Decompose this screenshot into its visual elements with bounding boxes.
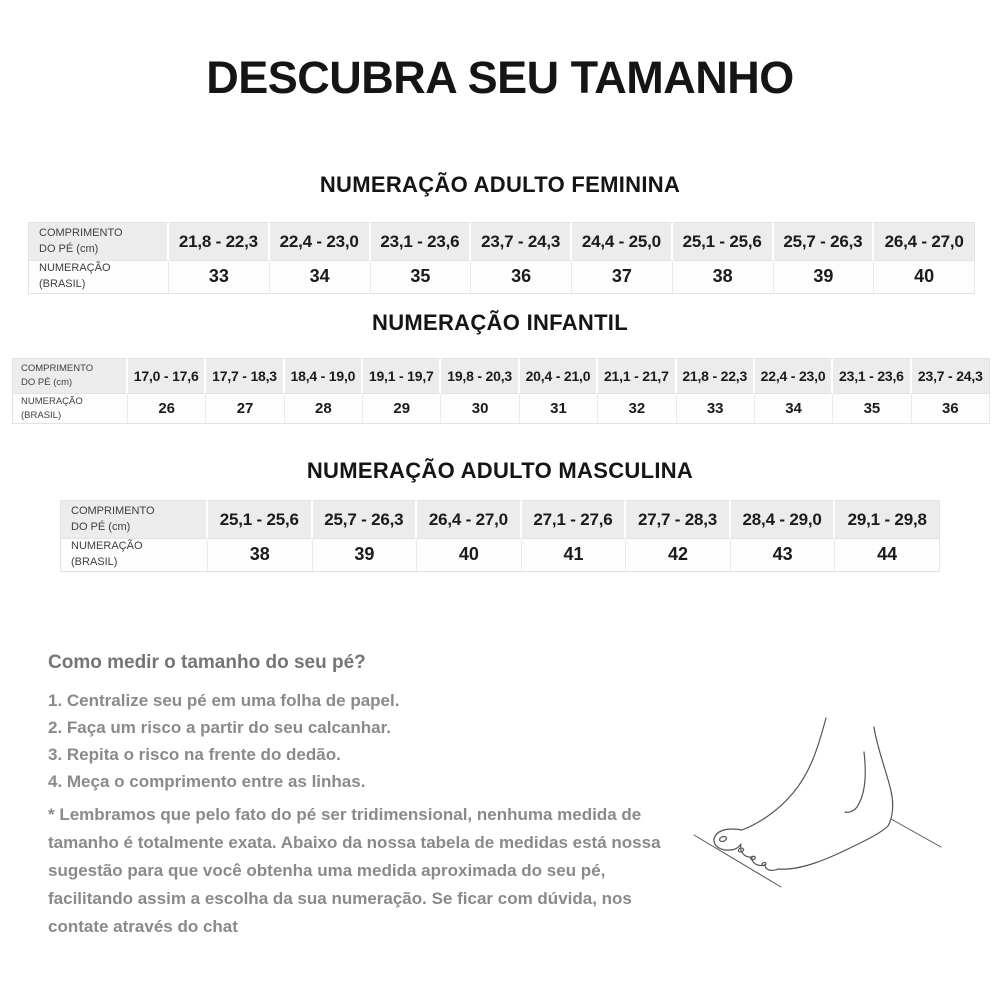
- size-number-cell: 28: [285, 394, 363, 424]
- howto-step: 4. Meça o comprimento entre as linhas.: [48, 772, 366, 791]
- length-label-line2: DO PÉ (cm): [21, 377, 73, 388]
- size-number-cell: 41: [522, 539, 627, 572]
- size-number-cell: 34: [270, 261, 371, 294]
- size-label: [28, 261, 169, 294]
- size-table-adulto-feminina: [28, 222, 975, 294]
- length-row: [60, 500, 940, 539]
- size-number-cell: 33: [169, 261, 270, 294]
- size-number-cell: 29: [363, 394, 441, 424]
- size-number-cell: 30: [441, 394, 519, 424]
- size-row: [60, 539, 940, 572]
- size-label-line2: (BRASIL): [39, 277, 86, 290]
- length-label: [60, 500, 208, 539]
- size-number-cell: 38: [208, 539, 313, 572]
- howto-heading: Como medir o tamanho do seu pé?: [48, 652, 366, 673]
- size-number-cell: 36: [912, 394, 990, 424]
- length-range-cell: 27,7 - 28,3: [626, 500, 731, 539]
- page-title: DESCUBRA SEU TAMANHO: [206, 52, 794, 103]
- ankle-line: [845, 752, 865, 812]
- length-range-cell: 23,7 - 24,3: [912, 358, 990, 394]
- size-label-line1: NUMERAÇÃO: [21, 395, 83, 407]
- length-range-cell: 21,8 - 22,3: [169, 222, 270, 261]
- length-range-cell: 26,4 - 27,0: [874, 222, 975, 261]
- toenail-big: [719, 836, 727, 843]
- foot-outline: [714, 718, 893, 870]
- length-range-cell: 25,7 - 26,3: [313, 500, 418, 539]
- size-label-line2: (BRASIL): [21, 409, 62, 421]
- toenail-4: [762, 862, 767, 866]
- length-label-line1: COMPRIMENTO: [39, 226, 123, 239]
- size-number-cell: 42: [626, 539, 731, 572]
- length-range-cell: 19,1 - 19,7: [363, 358, 441, 394]
- size-label-line2: (BRASIL): [71, 555, 118, 568]
- length-range-cell: 26,4 - 27,0: [417, 500, 522, 539]
- length-range-cell: 18,4 - 19,0: [285, 358, 363, 394]
- howto-step: 2. Faça um risco a partir do seu calcanhar.: [48, 718, 391, 737]
- length-range-cell: 29,1 - 29,8: [835, 500, 940, 539]
- size-number-cell: 37: [572, 261, 673, 294]
- size-row: [12, 394, 990, 424]
- length-range-cell: 22,4 - 23,0: [755, 358, 833, 394]
- size-number-cell: 39: [313, 539, 418, 572]
- length-range-cell: 25,1 - 25,6: [208, 500, 313, 539]
- toenail-3: [750, 856, 756, 861]
- howto-step: 3. Repita o risco na frente do dedão.: [48, 745, 341, 764]
- length-label-line2: DO PÉ (cm): [39, 242, 99, 255]
- foot-measurement-illustration: [660, 680, 1000, 940]
- length-range-cell: 27,1 - 27,6: [522, 500, 627, 539]
- length-range-cell: 23,1 - 23,6: [371, 222, 472, 261]
- length-range-cell: 25,7 - 26,3: [774, 222, 875, 261]
- size-label: [12, 394, 128, 424]
- size-number-cell: 27: [206, 394, 284, 424]
- length-range-cell: 22,4 - 23,0: [270, 222, 371, 261]
- length-range-cell: 23,1 - 23,6: [833, 358, 911, 394]
- length-label: [12, 358, 128, 394]
- size-table-adulto-masculina: [60, 500, 940, 572]
- size-label: [60, 539, 208, 572]
- length-range-cell: 21,8 - 22,3: [677, 358, 755, 394]
- size-number-cell: 33: [677, 394, 755, 424]
- size-label-line1: NUMERAÇÃO: [39, 262, 111, 274]
- size-number-cell: 40: [417, 539, 522, 572]
- length-row: [12, 358, 990, 394]
- heel-measure-line: [891, 819, 941, 847]
- section-heading-adulto-feminina: NUMERAÇÃO ADULTO FEMININA: [319, 172, 681, 197]
- length-range-cell: 19,8 - 20,3: [441, 358, 519, 394]
- size-number-cell: 40: [874, 261, 975, 294]
- length-range-cell: 23,7 - 24,3: [471, 222, 572, 261]
- size-number-cell: 32: [598, 394, 676, 424]
- size-number-cell: 44: [835, 539, 940, 572]
- section-heading-infantil: NUMERAÇÃO INFANTIL: [372, 310, 628, 335]
- length-range-cell: 24,4 - 25,0: [572, 222, 673, 261]
- size-number-cell: 31: [520, 394, 598, 424]
- measurement-note: * Lembramos que pelo fato do pé ser tridimensional, nenhuma medida de tamanho é totalmente exata. Abaixo da nossa tabela de medidas está nossa sugestão para que você obtenha uma medida aproximada do seu pé, facilitando assim a escolha da sua numeração. Se ficar com dúvida, nos contate através do chat: [48, 805, 661, 936]
- size-number-cell: 36: [471, 261, 572, 294]
- size-number-cell: 26: [128, 394, 206, 424]
- size-number-cell: 43: [731, 539, 836, 572]
- length-range-cell: 17,7 - 18,3: [206, 358, 284, 394]
- length-label-line2: DO PÉ (cm): [71, 520, 131, 533]
- size-table-infantil: [12, 358, 990, 424]
- length-range-cell: 20,4 - 21,0: [520, 358, 598, 394]
- size-number-cell: 35: [371, 261, 472, 294]
- size-number-cell: 38: [673, 261, 774, 294]
- length-range-cell: 21,1 - 21,7: [598, 358, 676, 394]
- howto-steps: [48, 687, 399, 795]
- size-number-cell: 34: [755, 394, 833, 424]
- length-label-line1: COMPRIMENTO: [21, 363, 94, 375]
- length-label-line1: COMPRIMENTO: [71, 504, 155, 517]
- size-number-cell: 35: [833, 394, 911, 424]
- toe-measure-line: [694, 835, 781, 887]
- length-range-cell: 25,1 - 25,6: [673, 222, 774, 261]
- size-label-line1: NUMERAÇÃO: [71, 540, 143, 552]
- section-heading-adulto-masculina: NUMERAÇÃO ADULTO MASCULINA: [306, 458, 694, 483]
- howto-step: 1. Centralize seu pé em uma folha de papel.: [48, 691, 400, 710]
- length-row: [28, 222, 975, 261]
- length-range-cell: 28,4 - 29,0: [731, 500, 836, 539]
- length-range-cell: 17,0 - 17,6: [128, 358, 206, 394]
- size-row: [28, 261, 975, 294]
- length-label: [28, 222, 169, 261]
- size-number-cell: 39: [774, 261, 875, 294]
